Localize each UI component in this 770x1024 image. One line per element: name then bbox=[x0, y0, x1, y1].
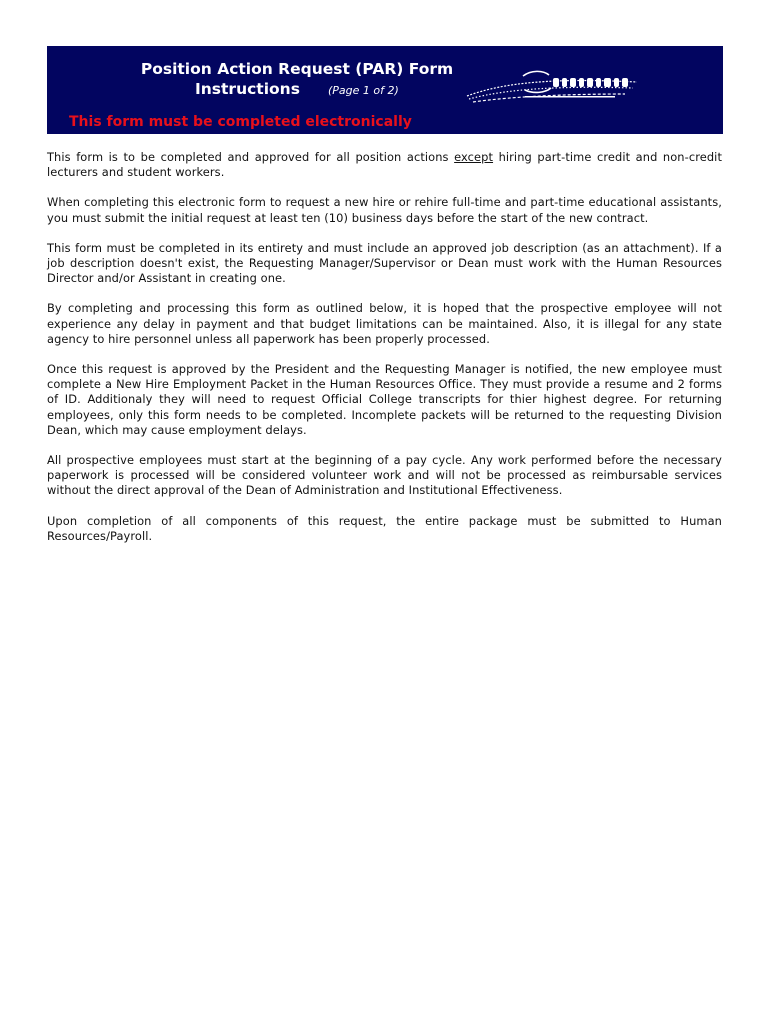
paragraph-scope-end: hiring part-time credit and non-credit lecturers and student workers. bbox=[47, 150, 723, 180]
college-logo-icon bbox=[465, 66, 641, 110]
electronic-warning: This form must be completed electronically bbox=[69, 114, 412, 130]
paragraph-job-description: This form must be completed in its entirety and must include an approved job description (as an attachment). If a job description doesn't exist, the Requesting Manager/Supervisor or Dean must work with the Human Resources Director and/or Assistant in creating one. bbox=[47, 240, 722, 286]
header-banner bbox=[47, 46, 723, 134]
exception-term: except bbox=[454, 150, 494, 164]
instructions-body bbox=[47, 150, 722, 559]
paragraph-scope bbox=[47, 150, 722, 180]
paragraph-processing: By completing and processing this form as outlined below, it is hoped that the prospective employee will not experience any delay in payment and that budget limitations can be maintained. Also, it is illegal for any state agency to hire personnel unless all paperwork has been properly processed. bbox=[47, 301, 722, 346]
paragraph-pay-cycle: All prospective employees must start at the beginning of a pay cycle. Any work performed before the necessary paperwork is processed will be considered volunteer work and will not be processed as reimbursable services without the direct approval of the Dean of Administration and Institutional Effectiveness. bbox=[47, 453, 722, 498]
paragraph-submission: Upon completion of all components of this request, the entire package must be submitted to Human Resources/Payroll. bbox=[47, 513, 722, 543]
paragraph-scope-start: This form is to be completed and approved for all position actions bbox=[47, 150, 455, 164]
form-subtitle: Instructions bbox=[195, 80, 300, 98]
page-indicator: (Page 1 of 2) bbox=[328, 84, 399, 97]
form-title: Position Action Request (PAR) Form bbox=[140, 60, 454, 78]
paragraph-approval: Once this request is approved by the President and the Requesting Manager is notified, the new employee must complete a New Hire Employment Packet in the Human Resources Office. They must provide a resume and 2 forms of ID. Additionaly they will need to request Official College transcripts for thier highest degree. For returning employees, only this form needs to be completed. Incomplete packets will be returned to the requesting Division Dean, which may cause employment delays. bbox=[47, 362, 722, 437]
paragraph-timing: When completing this electronic form to request a new hire or rehire full-time and part-time educational assistants, you must submit the initial request at least ten (10) business days before the start of the new contract. bbox=[47, 195, 722, 225]
